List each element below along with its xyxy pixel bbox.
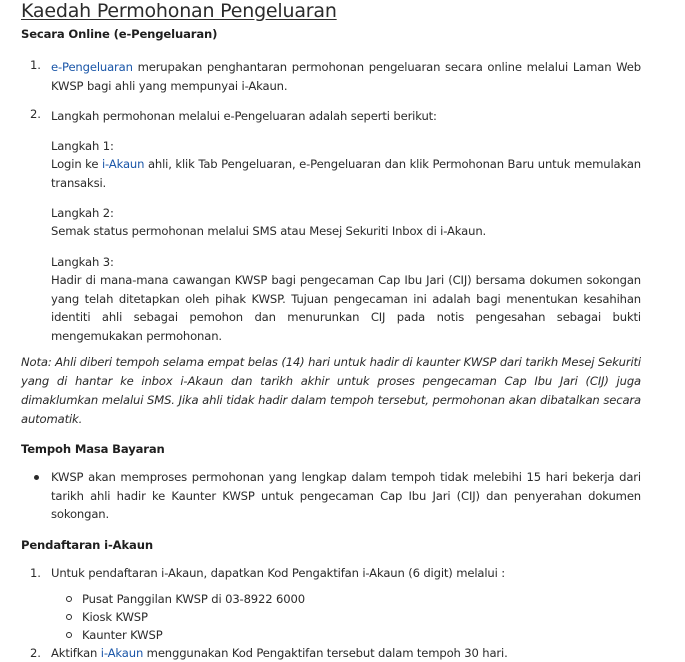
section-heading-payment: Tempoh Masa Bayaran: [21, 442, 165, 457]
sub-item-text: Pusat Panggilan KWSP di 03-8922 6000: [82, 591, 305, 606]
circle-bullet-icon: [66, 632, 72, 638]
step-2: [51, 204, 641, 241]
note-text: Nota: Ahli diberi tempoh selama empat belas (14) hari untuk hadir di kaunter KWSP dari tarikh Mesej Sekuriti yang di hantar ke inbox i-Akaun dan tarikh akhir untuk proses pengecaman Cap Ibu Jari (CIJ) juga dimaklumkan melalui SMS. Jika ahli tidak hadir dalam tempoh tersebut, permohonan akan dibatalkan secara automatik.: [21, 355, 641, 426]
reg-item-2-pre: Aktifkan: [51, 645, 101, 660]
list-number: 1.: [30, 58, 41, 72]
list-number: 2.: [30, 107, 41, 121]
section-heading-online: Secara Online (e-Pengeluaran): [21, 27, 218, 41]
list-item-1: [21, 58, 641, 95]
step-2-label: Langkah 2:: [51, 206, 114, 221]
i-akaun-link[interactable]: i-Akaun: [101, 157, 145, 172]
code-sources-list: [51, 590, 641, 644]
section-heading-registration: Pendaftaran i-Akaun: [21, 537, 153, 552]
registration-item-1-text: Untuk pendaftaran i-Akaun, dapatkan Kod Pengaktifan i-Akaun (6 digit) melalui :: [51, 565, 505, 580]
step-3-text: Hadir di mana-mana cawangan KWSP bagi pengecaman Cap Ibu Jari (CIJ) bersama dokumen sokongan yang telah ditetapkan oleh pihak KWSP. Tujuan pengecaman ini adalah bagi menentukan kesahihan identiti ahli sebagai pemohon dan menurunkan CIJ pada notis pengesahan sebagai bukti mengemukakan permohonan.: [51, 273, 641, 343]
online-steps-list: [21, 58, 641, 345]
circle-bullet-icon: [66, 596, 72, 602]
list-number: 1.: [30, 565, 41, 580]
sub-item-text: Kiosk KWSP: [82, 609, 148, 624]
step-3-label: Langkah 3:: [51, 254, 114, 269]
list-number: 2.: [30, 645, 41, 660]
step-1-text: [51, 155, 641, 192]
step-1: [51, 137, 641, 192]
list-item-2: [21, 107, 641, 345]
bullet-icon: [34, 475, 39, 480]
registration-item-1: [21, 564, 641, 644]
sub-list-item: [51, 608, 641, 626]
sub-list-item: [51, 590, 641, 608]
i-akaun-link[interactable]: i-Akaun: [100, 645, 144, 660]
step-1-pre: Login ke: [51, 157, 102, 172]
sub-item-text: Kaunter KWSP: [82, 627, 163, 642]
page-title: Kaedah Permohonan Pengeluaran: [21, 0, 337, 22]
step-2-text: Semak status permohonan melalui SMS atau Mesej Sekuriti Inbox di i-Akaun.: [51, 224, 487, 239]
registration-item-2: [21, 644, 641, 662]
e-pengeluaran-link[interactable]: e-Pengeluaran: [51, 60, 133, 74]
registration-item-2-text: [51, 644, 641, 662]
registration-list: [21, 564, 641, 662]
circle-bullet-icon: [66, 614, 72, 620]
sub-list-item: [51, 626, 641, 644]
step-3: [51, 253, 641, 345]
step-1-label: Langkah 1:: [51, 139, 114, 153]
step-1-post: ahli, klik Tab Pengeluaran, e-Pengeluaran dan klik Permohonan Baru untuk memulakan transaksi.: [51, 157, 641, 190]
payment-bullet-item: [21, 468, 641, 524]
payment-list: [21, 468, 641, 524]
steps-intro: Langkah permohonan melalui e-Pengeluaran adalah seperti berikut:: [51, 109, 437, 123]
payment-bullet-text: KWSP akan memproses permohonan yang lengkap dalam tempoh tidak melebihi 15 hari bekerja dari tarikh ahli hadir ke Kaunter KWSP untuk pengecaman Cap Ibu Jari (CIJ) dan penyerahan dokumen sokongan.: [51, 470, 641, 522]
item-1-text: [51, 58, 641, 95]
reg-item-2-post: menggunakan Kod Pengaktifan tersebut dalam tempoh 30 hari.: [143, 645, 508, 660]
item-1-description: merupakan penghantaran permohonan pengeluaran secara online melalui Laman Web KWSP bagi ahli yang mempunyai i-Akaun.: [51, 60, 641, 93]
